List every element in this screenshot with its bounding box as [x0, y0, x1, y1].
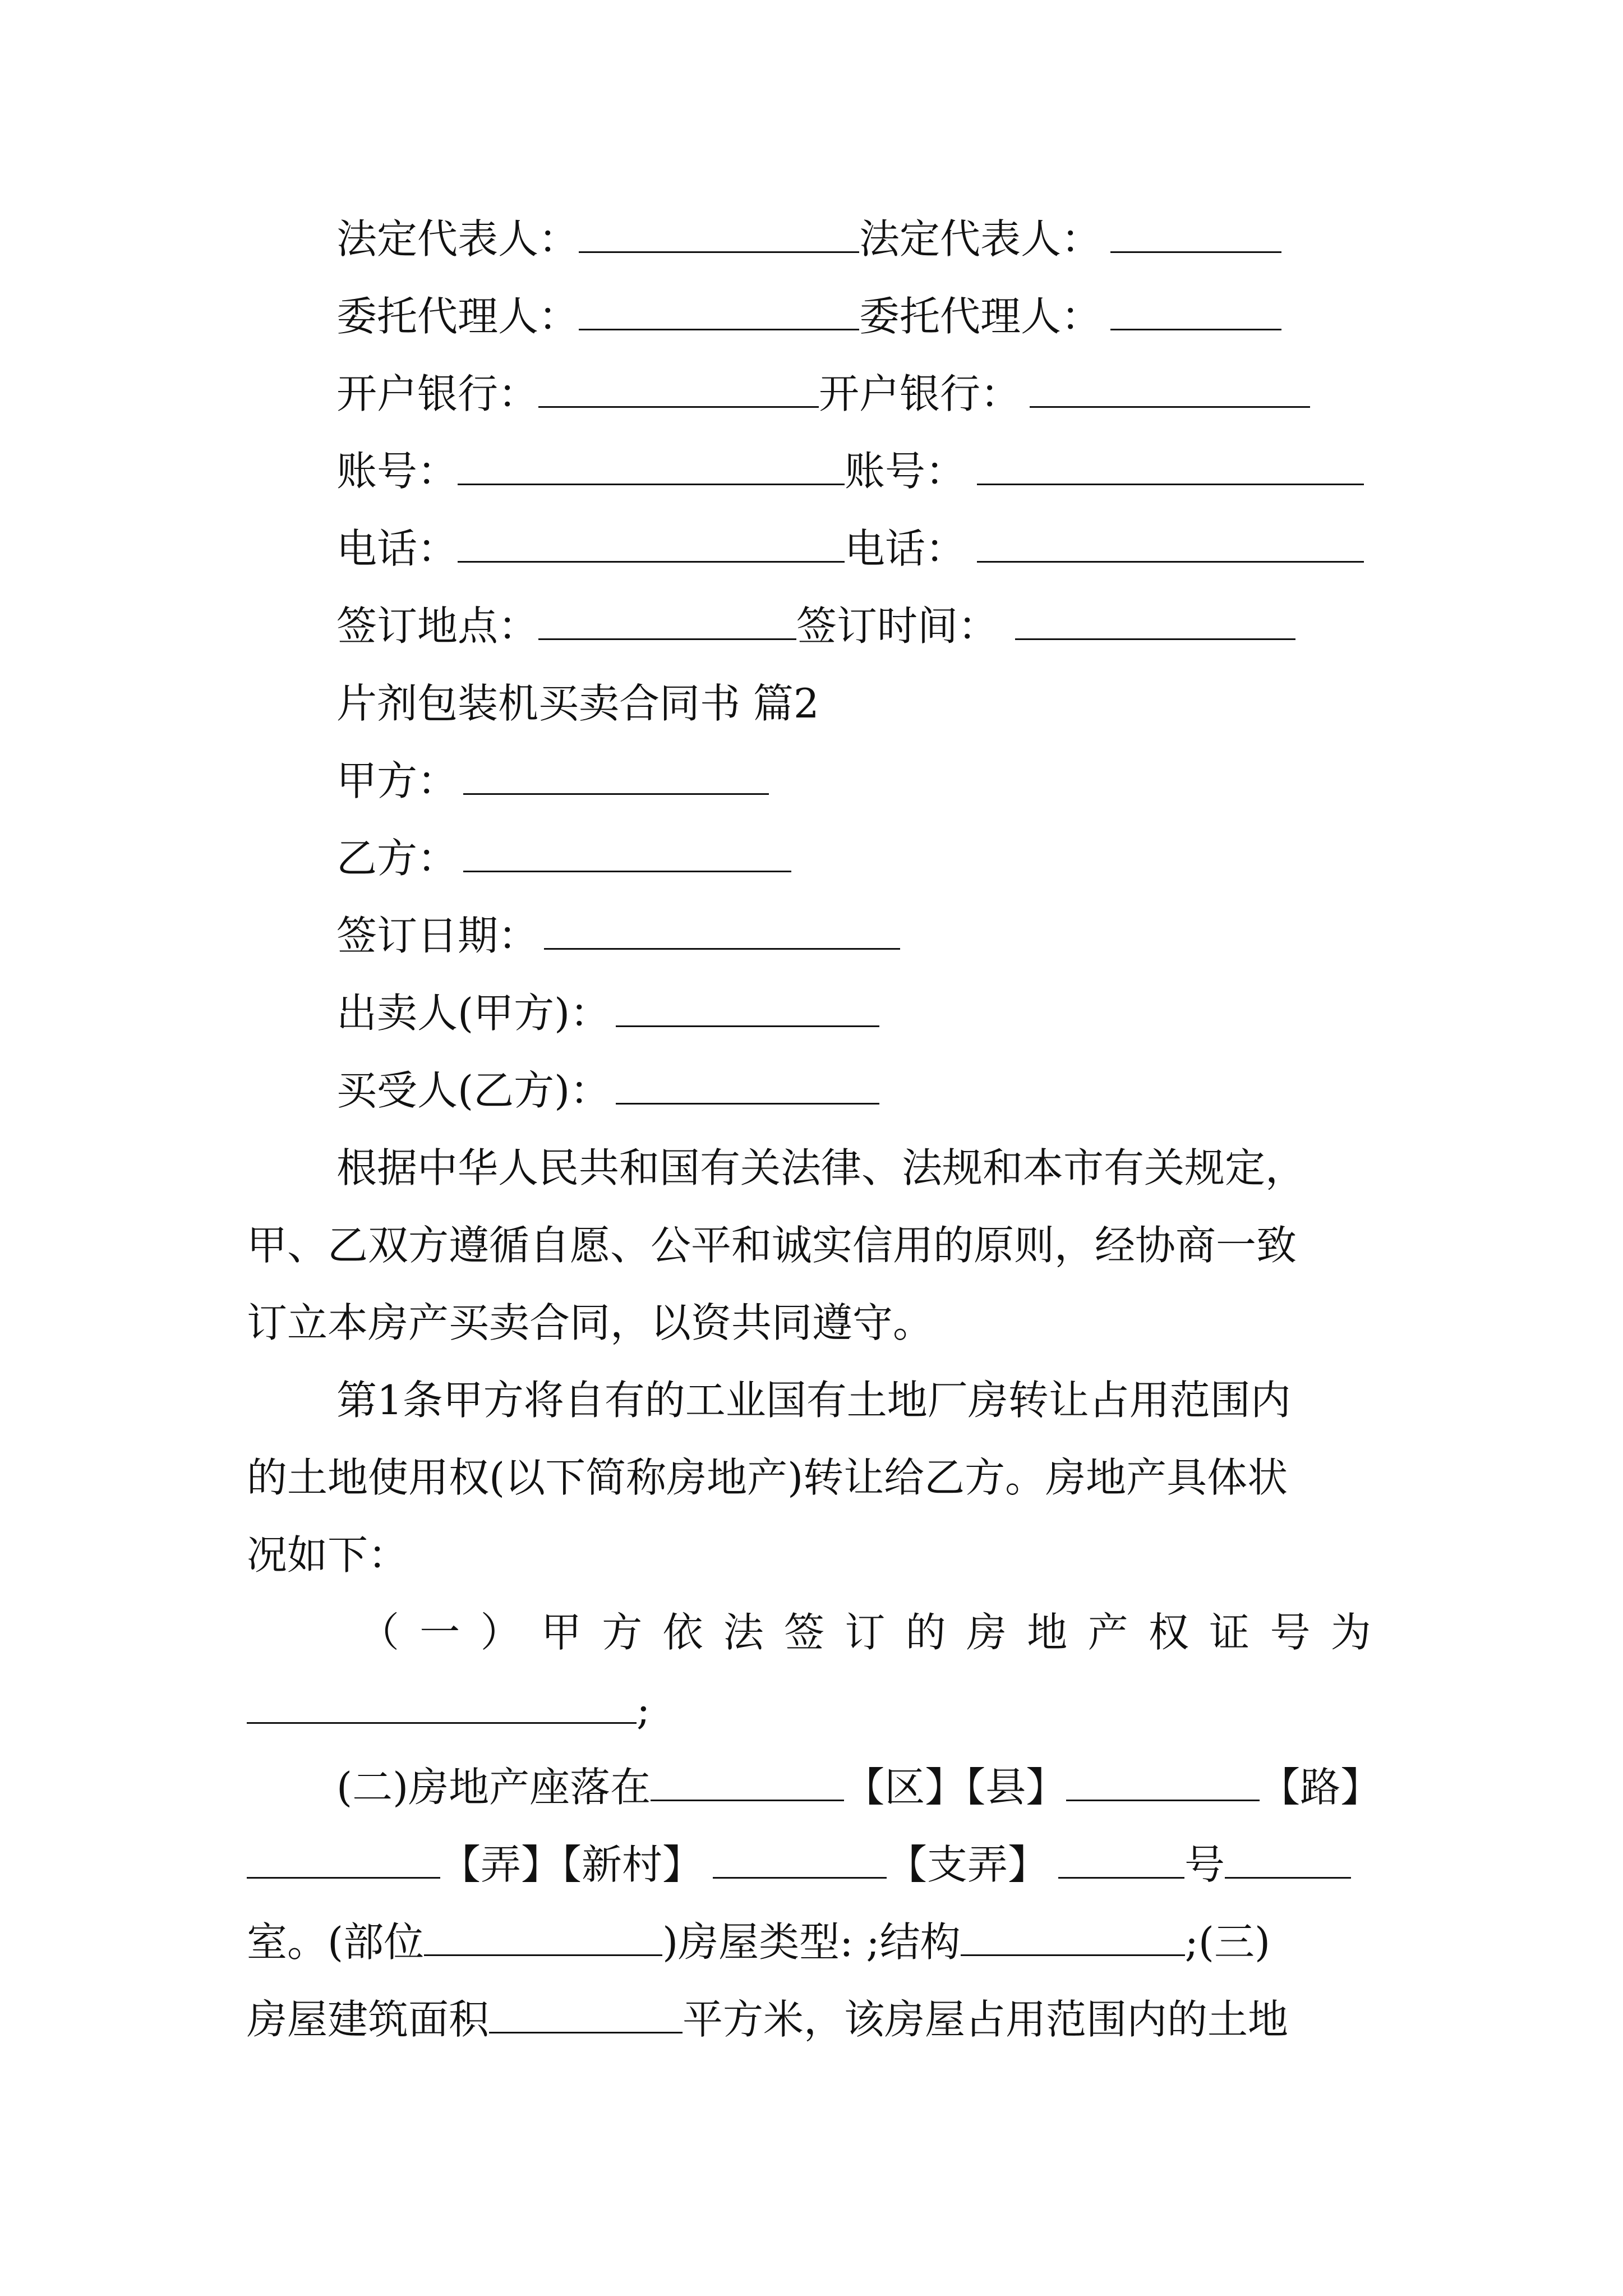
item1-char: （	[359, 1609, 400, 1656]
sign-date-blank[interactable]	[544, 915, 900, 950]
buyer-row	[336, 1067, 879, 1114]
agent-blank-a[interactable]	[579, 296, 859, 330]
branch-lane-label: 【支弄】	[887, 1841, 1049, 1888]
article1-line-2: 的土地使用权(以下简称房地产)转让给乙方。房地产具体状	[247, 1454, 1288, 1501]
item1-char: 地	[1027, 1609, 1068, 1656]
agent-label-a: 委托代理人：	[336, 293, 579, 340]
agent-blank-b[interactable]	[1110, 296, 1281, 330]
party-b-row	[336, 835, 791, 882]
account-blank-a[interactable]	[458, 451, 845, 485]
village-blank[interactable]	[713, 1844, 887, 1879]
bank-blank-a[interactable]	[538, 374, 819, 408]
preamble-line-3: 订立本房产买卖合同，以资共同遵守。	[247, 1299, 934, 1346]
phone-blank-b[interactable]	[977, 528, 1364, 563]
preamble-line-1: 根据中华人民共和国有关法律、法规和本市有关规定，	[336, 1144, 1306, 1191]
room-label: 室。(部位	[247, 1918, 425, 1966]
item1-char: 订	[845, 1609, 886, 1656]
legal-rep-label-b: 法定代表人：	[859, 215, 1102, 263]
item1-char: 一	[419, 1609, 460, 1656]
item2-room-row	[247, 1918, 1271, 1966]
item1-char: 权	[1148, 1609, 1189, 1656]
item1-char: 方	[602, 1609, 643, 1656]
item3-area-row	[247, 1996, 1289, 2043]
account-blank-b[interactable]	[977, 451, 1364, 485]
item1-char: 的	[905, 1609, 946, 1656]
item1-char: 产	[1087, 1609, 1128, 1656]
party-b-blank[interactable]	[463, 838, 791, 872]
item1-char: 甲	[541, 1609, 582, 1656]
item1-char: ）	[480, 1609, 521, 1656]
section-title: 片剂包装机买卖合同书 篇2	[336, 680, 819, 727]
area-prefix: 房屋建筑面积	[247, 1996, 490, 2043]
agent-label-b: 委托代理人：	[859, 293, 1102, 340]
sign-time-blank[interactable]	[1015, 606, 1295, 640]
road-label: 【路】	[1260, 1764, 1381, 1811]
party-b-label: 乙方：	[336, 835, 458, 882]
seller-label: 出卖人(甲方)：	[336, 990, 611, 1037]
district-blank[interactable]	[651, 1767, 844, 1801]
phone-label-a: 电话：	[336, 525, 458, 572]
article1-line-1: 第1条甲方将自有的工业国有土地厂房转让占用范围内	[336, 1377, 1291, 1424]
location-prefix: (二)房地产座落在	[336, 1764, 651, 1811]
article1-line-3: 况如下：	[247, 1531, 409, 1579]
buyer-label: 买受人(乙方)：	[336, 1067, 611, 1114]
house-type-label: )房屋类型: ;结构	[662, 1918, 961, 1966]
bank-row	[336, 370, 1310, 417]
number-label: 号	[1184, 1841, 1225, 1888]
item2-address-row	[247, 1841, 1351, 1888]
lane-blank[interactable]	[247, 1844, 440, 1879]
sign-place-time-row	[336, 602, 1295, 650]
bank-label-b: 开户银行：	[819, 370, 1021, 417]
bank-label-a: 开户银行：	[336, 370, 539, 417]
road-blank[interactable]	[1066, 1767, 1260, 1801]
district-label: 【区】【县】	[844, 1764, 1067, 1811]
phone-label-b: 电话：	[845, 525, 966, 572]
account-row	[336, 448, 1364, 495]
item3-label: ;(三)	[1184, 1918, 1271, 1966]
item1-char: 签	[784, 1609, 825, 1656]
item1-heading	[359, 1609, 1371, 1656]
buyer-blank[interactable]	[616, 1070, 879, 1105]
part-blank[interactable]	[424, 1922, 662, 1956]
party-a-label: 甲方：	[336, 757, 458, 804]
item1-certificate-row	[247, 1686, 651, 1733]
item2-location-row	[336, 1764, 1381, 1811]
seller-blank[interactable]	[616, 993, 879, 1027]
item1-char: 法	[723, 1609, 764, 1656]
item1-char: 证	[1209, 1609, 1250, 1656]
lane-label: 【弄】【新村】	[440, 1841, 703, 1888]
sign-time-label: 签订时间：	[796, 602, 999, 650]
legal-rep-blank-a[interactable]	[579, 219, 859, 253]
party-a-blank[interactable]	[463, 761, 769, 795]
phone-blank-a[interactable]	[458, 528, 845, 563]
account-label-b: 账号：	[845, 448, 966, 495]
structure-blank[interactable]	[961, 1922, 1185, 1956]
number-blank[interactable]	[1225, 1844, 1351, 1879]
bank-blank-b[interactable]	[1030, 374, 1310, 408]
party-a-row	[336, 757, 769, 804]
legal-representative-row	[336, 215, 1281, 263]
area-suffix: 平方米，该房屋占用范围内的土地	[683, 1996, 1289, 2043]
item1-terminator: ;	[637, 1686, 651, 1733]
phone-row	[336, 525, 1364, 572]
branch-lane-blank[interactable]	[1058, 1844, 1184, 1879]
item1-char: 为	[1330, 1609, 1371, 1656]
area-blank[interactable]	[489, 1999, 683, 2033]
sign-place-blank[interactable]	[538, 606, 796, 640]
sign-date-label: 签订日期：	[336, 912, 539, 959]
account-label-a: 账号：	[336, 448, 458, 495]
legal-rep-blank-b[interactable]	[1110, 219, 1281, 253]
sign-place-label: 签订地点：	[336, 602, 539, 650]
seller-row	[336, 990, 879, 1037]
item1-char: 依	[662, 1609, 703, 1656]
legal-rep-label-a: 法定代表人：	[336, 215, 579, 263]
item1-char: 号	[1270, 1609, 1311, 1656]
agent-row	[336, 293, 1281, 340]
certificate-number-blank[interactable]	[247, 1690, 637, 1724]
sign-date-row	[336, 912, 900, 959]
preamble-line-2: 甲、乙双方遵循自愿、公平和诚实信用的原则，经协商一致	[247, 1222, 1297, 1269]
item1-char: 房	[966, 1609, 1007, 1656]
